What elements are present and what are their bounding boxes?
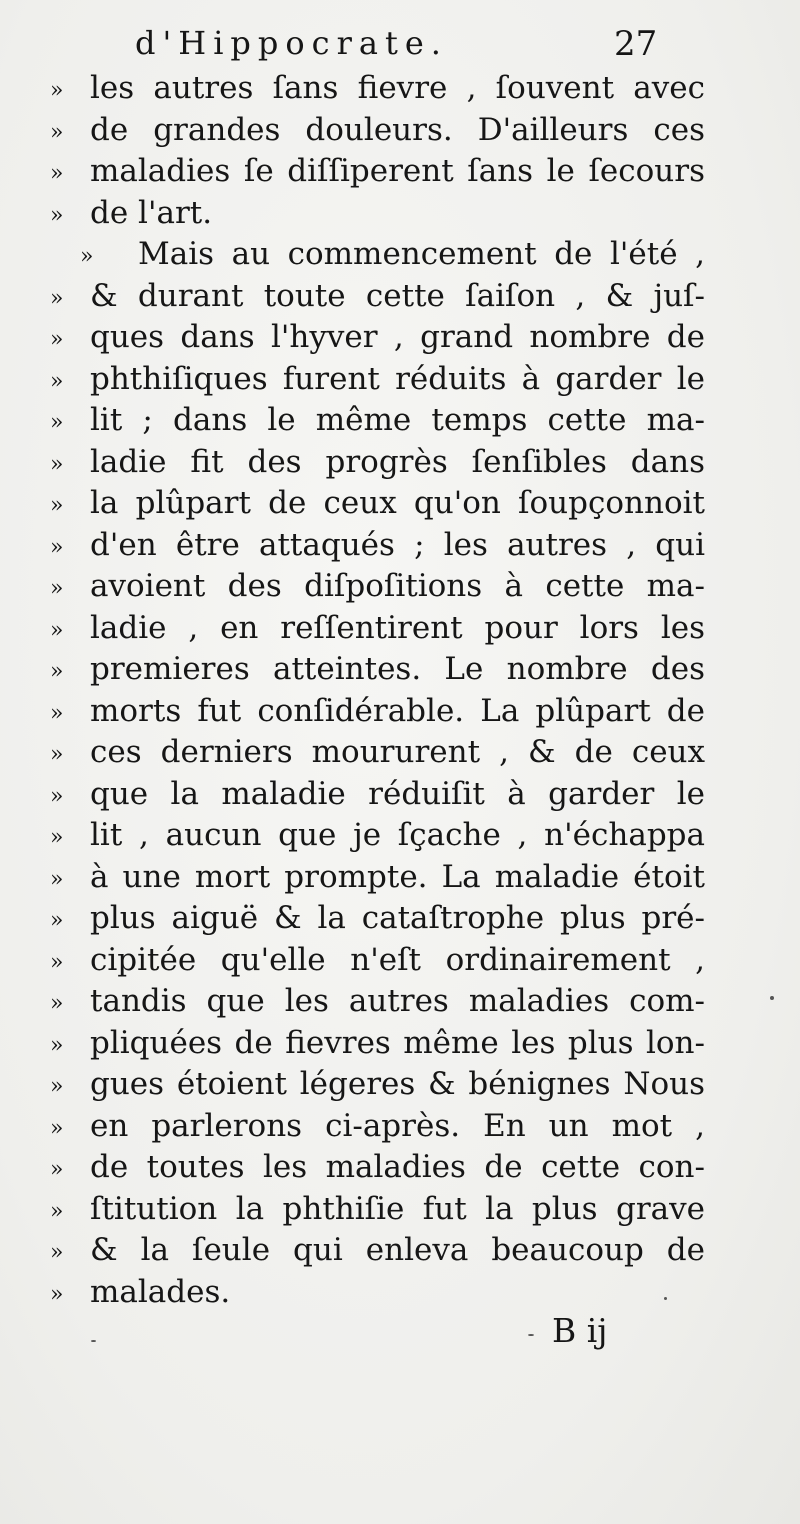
text-line [50, 981, 710, 1023]
line-text: plus aiguë & la cataſtrophe plus pré- [90, 900, 705, 936]
quotation-mark: » [50, 1074, 64, 1099]
line-text: pliquées de fievres même les plus lon- [90, 1024, 705, 1061]
body-text [50, 68, 710, 1313]
text-line [50, 1064, 710, 1106]
text-line [50, 193, 710, 235]
quotation-mark: » [50, 368, 64, 394]
text-line [50, 234, 710, 276]
text-line [50, 317, 710, 359]
quotation-mark: » [50, 119, 64, 145]
line-text: gues étoient légeres & bénignes Nous [90, 1066, 705, 1102]
quotation-mark: » [50, 410, 64, 435]
text-line [50, 1272, 710, 1314]
line-text: morts fut conſidérable. La plûpart de [90, 692, 705, 729]
text-line [50, 1189, 710, 1231]
line-text: ques dans l'hyver , grand nombre de [90, 319, 705, 355]
line-text: & la ſeule qui enleva beaucoup de [90, 1232, 705, 1268]
text-line [50, 608, 710, 650]
quotation-mark: » [50, 991, 64, 1016]
quotation-mark: » [50, 534, 64, 560]
quotation-mark: » [50, 451, 64, 477]
ink-speck [770, 996, 774, 1000]
ink-speck [528, 1334, 534, 1336]
line-text: ladie fit des progrès ſenſibles dans [90, 443, 705, 480]
quotation-mark: » [50, 1115, 64, 1141]
line-text: ces derniers moururent , & de ceux [90, 734, 705, 770]
quotation-mark: » [50, 742, 64, 767]
text-line [50, 898, 710, 940]
line-text: les autres ſans fievre , ſouvent avec [90, 70, 705, 106]
quotation-mark: » [50, 493, 64, 518]
line-text: phthiſiques furent réduits à garder le [90, 360, 705, 397]
ink-speck [91, 1340, 96, 1342]
line-text: de toutes les maladies de cette con- [90, 1149, 705, 1185]
quotation-mark: » [50, 866, 64, 892]
text-line [50, 68, 710, 110]
text-line [50, 1230, 710, 1272]
text-line [50, 732, 710, 774]
text-line [50, 691, 710, 733]
line-text: lit , aucun que je ſçache , n'échappa [90, 817, 705, 853]
line-text: de grandes douleurs. D'ailleurs ces [90, 111, 705, 148]
text-line [50, 774, 710, 816]
text-line [50, 1147, 710, 1189]
ink-speck [664, 1297, 667, 1300]
line-text: d'en être attaqués ; les autres , qui [90, 526, 705, 563]
line-text: malades. [90, 1273, 231, 1310]
line-text: ſtitution la phthiſie fut la plus grave [90, 1190, 705, 1227]
text-line [50, 483, 710, 525]
quotation-mark: » [50, 1240, 64, 1265]
quotation-mark: » [50, 576, 64, 601]
line-text: tandis que les autres maladies com- [90, 983, 705, 1019]
text-line [50, 525, 710, 567]
text-line [50, 442, 710, 484]
signature-mark: B ij [552, 1311, 608, 1350]
line-text: maladies ſe diſſiperent ſans le ſecours [90, 153, 705, 189]
text-line [50, 276, 710, 318]
text-line [50, 359, 710, 401]
quotation-mark: » [50, 1198, 64, 1224]
line-text: premieres atteintes. Le nombre des [90, 651, 705, 687]
text-line [50, 400, 710, 442]
text-line [50, 1106, 710, 1148]
line-text: avoient des diſpoſitions à cette ma- [90, 568, 705, 604]
quotation-mark: » [50, 1157, 64, 1182]
line-text: à une mort prompte. La maladie étoit [90, 858, 705, 895]
quotation-mark: » [50, 78, 64, 103]
text-line [50, 857, 710, 899]
quotation-mark: » [50, 202, 64, 228]
line-text: de l'art. [90, 194, 213, 231]
text-line [50, 940, 710, 982]
quotation-mark: » [50, 617, 64, 643]
line-text: & durant toute cette ſaiſon , & juſ- [90, 277, 705, 314]
running-head: d'Hippocrate. [135, 24, 448, 62]
quotation-mark: » [50, 949, 64, 975]
text-line [50, 110, 710, 152]
text-line [50, 151, 710, 193]
text-line [50, 566, 710, 608]
text-line [50, 1023, 710, 1065]
quotation-mark: » [50, 700, 64, 726]
page-header [0, 18, 800, 68]
quotation-mark: » [50, 1281, 64, 1307]
line-text: cipitée qu'elle n'eſt ordinairement , [90, 941, 705, 978]
line-text: lit ; dans le même temps cette ma- [90, 402, 705, 438]
quotation-mark: » [50, 659, 64, 684]
line-text: que la maladie réduiſit à garder le [90, 775, 705, 812]
quotation-mark: » [80, 244, 94, 269]
line-text: la plûpart de ceux qu'on ſoupçonnoit [90, 485, 705, 521]
quotation-mark: » [50, 783, 64, 809]
page-number: 27 [614, 24, 658, 64]
line-text: Mais au commencement de l'été , [138, 236, 705, 272]
quotation-mark: » [50, 327, 64, 352]
quotation-mark: » [50, 285, 64, 311]
quotation-mark: » [50, 1032, 64, 1058]
text-line [50, 815, 710, 857]
quotation-mark: » [50, 161, 64, 186]
line-text: ladie , en reſſentirent pour lors les [90, 609, 705, 646]
quotation-mark: » [50, 825, 64, 850]
text-line [50, 649, 710, 691]
line-text: en parlerons ci-après. En un mot , [90, 1107, 705, 1144]
quotation-mark: » [50, 908, 64, 933]
